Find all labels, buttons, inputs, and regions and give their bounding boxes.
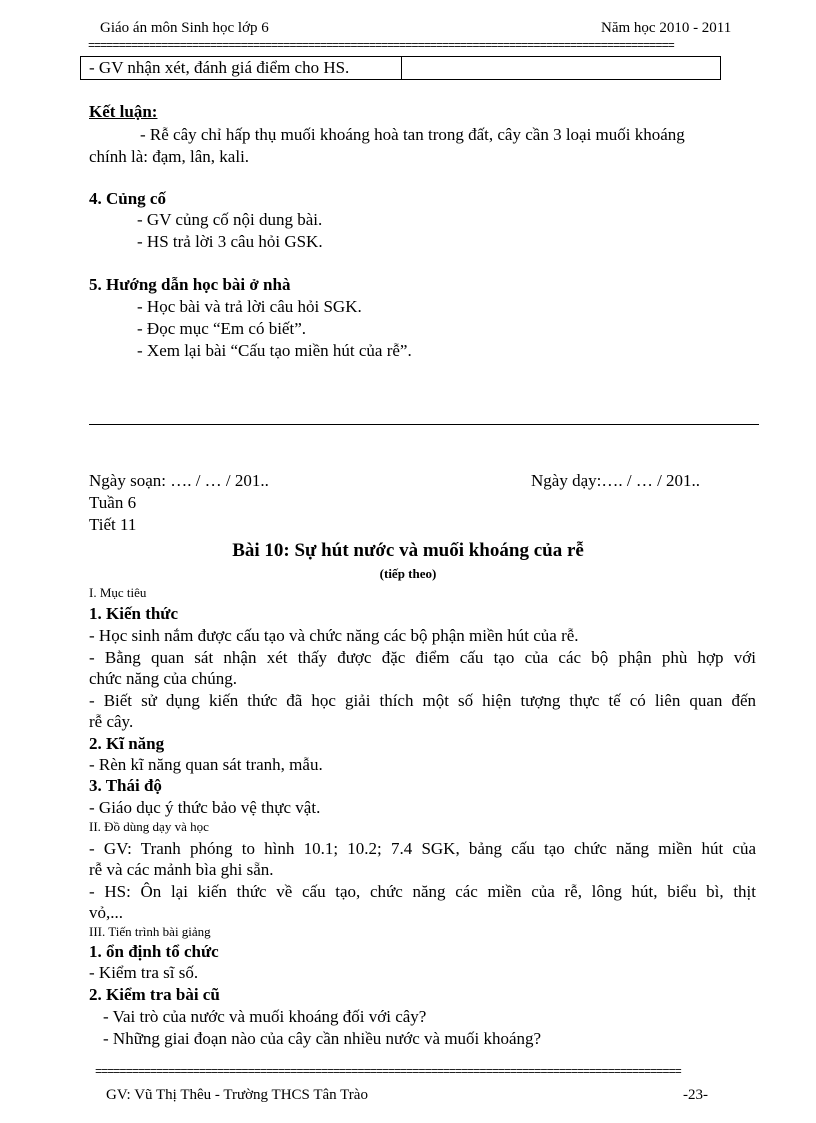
homework-item-2: - Đọc mục “Em có biết”. [137, 319, 306, 338]
header-separator: ================================================================================================ [88, 40, 674, 52]
header-school-year: Năm học 2010 - 2011 [601, 20, 732, 36]
materials-hs-line-1: - HS: Ôn lại kiến thức về cấu tạo, chức năng các miền của rễ, lông hút, biểu bì, thịt [89, 882, 756, 901]
conclusion-line-1: - Rễ cây chỉ hấp thụ muối khoáng hoà tan trong đất, cây cần 3 loại muối khoáng [140, 125, 685, 144]
attitude-item-1: - Giáo dục ý thức bảo vệ thực vật. [89, 798, 321, 817]
attitude-heading: 3. Thái độ [89, 776, 162, 795]
skills-heading: 2. Kĩ năng [89, 734, 165, 753]
header-subject: Giáo án môn Sinh học lớp 6 [100, 20, 269, 36]
materials-heading: II. Đồ dùng dạy và học [89, 819, 209, 834]
table-cell-left [80, 56, 402, 80]
skills-item-1: - Rèn kĩ năng quan sát tranh, mẫu. [89, 755, 323, 774]
knowledge-heading: 1. Kiến thức [89, 604, 179, 623]
conclusion-line-2: chính là: đạm, lân, kali. [89, 147, 250, 166]
footer-separator: ================================================================================================ [95, 1066, 681, 1078]
lesson-title: Bài 10: Sự hút nước và muối khoáng của rễ [232, 540, 584, 561]
knowledge-item-3-line-2: rễ cây. [89, 712, 134, 731]
consolidation-heading: 4. Củng cố [89, 189, 166, 208]
table-cell-text: - GV nhận xét, đánh giá điểm cho HS. [89, 58, 350, 77]
materials-hs-line-2: vỏ,... [89, 903, 123, 922]
organization-heading: 1. ổn định tổ chức [89, 942, 219, 961]
knowledge-item-2-line-2: chức năng của chúng. [89, 669, 237, 688]
knowledge-item-2-line-1: - Bằng quan sát nhận xét thấy được đặc điểm cấu tạo của các bộ phận phù hợp với [89, 648, 756, 667]
homework-item-1: - Học bài và trả lời câu hỏi SGK. [137, 297, 362, 316]
consolidation-item-2: - HS trả lời 3 câu hỏi GSK. [137, 232, 323, 251]
knowledge-item-3-line-1: - Biết sử dụng kiến thức đã học giải thích một số hiện tượng thực tế có liên quan đến [89, 691, 756, 710]
organization-item-1: - Kiểm tra sĩ số. [89, 963, 199, 982]
lesson-subtitle: (tiếp theo) [379, 566, 437, 581]
conclusion-heading: Kết luận: [89, 102, 158, 121]
check-heading: 2. Kiểm tra bài cũ [89, 985, 220, 1004]
date-prepared: Ngày soạn: …. / … / 201.. [89, 471, 269, 490]
homework-heading: 5. Hướng dẫn học bài ở nhà [89, 275, 291, 294]
check-question-2: - Những giai đoạn nào của cây cần nhiều nước và muối khoáng? [103, 1029, 542, 1048]
week: Tuần 6 [89, 493, 137, 512]
page-number: -23- [683, 1087, 708, 1103]
check-question-1: - Vai trò của nước và muối khoáng đối với cây? [103, 1007, 427, 1026]
procedure-heading: III. Tiến trình bài giảng [89, 924, 211, 939]
section-divider [89, 424, 759, 425]
materials-gv-line-2: rễ và các mảnh bìa ghi sẵn. [89, 860, 274, 879]
materials-gv-line-1: - GV: Tranh phóng to hình 10.1; 10.2; 7.4 SGK, bảng cấu tạo chức năng miền hút của [89, 839, 756, 858]
objectives-heading: I. Mục tiêu [89, 585, 147, 600]
knowledge-item-1: - Học sinh nắm được cấu tạo và chức năng các bộ phận miền hút của rễ. [89, 626, 579, 645]
homework-item-3: - Xem lại bài “Cấu tạo miền hút của rễ”. [137, 341, 412, 360]
period: Tiết 11 [89, 515, 137, 534]
table-cell-right [401, 56, 721, 80]
consolidation-item-1: - GV củng cố nội dung bài. [137, 210, 323, 229]
date-taught: Ngày dạy:…. / … / 201.. [531, 471, 701, 490]
footer-author: GV: Vũ Thị Thêu - Trường THCS Tân Trào [106, 1087, 368, 1103]
